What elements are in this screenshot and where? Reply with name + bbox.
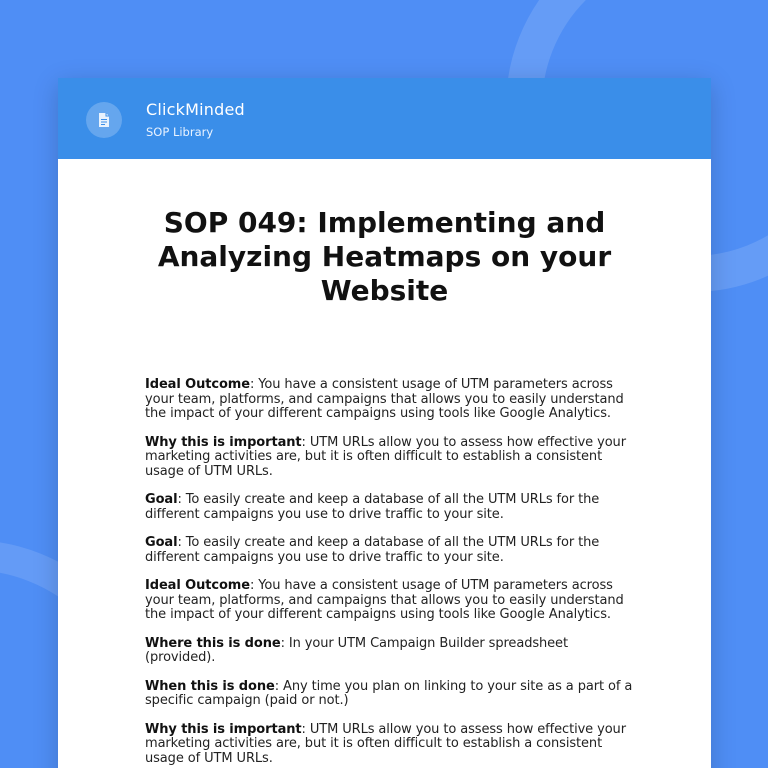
- paragraph: [145, 536, 635, 565]
- paragraph: [145, 378, 635, 422]
- card-header: [58, 78, 711, 159]
- paragraph-label: Why this is important: [145, 434, 302, 450]
- paragraph: [145, 436, 635, 480]
- paragraph: [145, 579, 635, 623]
- paragraph-label: Ideal Outcome: [145, 377, 250, 392]
- document-icon: [86, 102, 122, 138]
- paragraph: [145, 723, 635, 767]
- paragraph-label: Ideal Outcome: [145, 578, 250, 593]
- paragraph-text: : Any time you plan on linking to your site as a part of a specific campaign (paid or not.): [145, 678, 633, 708]
- paragraph: [145, 493, 635, 522]
- document-body: [145, 378, 635, 768]
- library-label: SOP Library: [146, 125, 214, 139]
- paragraph-text: : You have a consistent usage of UTM parameters across your team, platforms, and campaigns that allows you to easily understand the impact of your different campaigns using tools like Google Analytics.: [145, 377, 624, 421]
- paragraph-text: : You have a consistent usage of UTM parameters across your team, platforms, and campaigns that allows you to easily understand the impact of your different campaigns using tools like Google Analytics.: [145, 578, 624, 622]
- paragraph-label: Why this is important: [145, 721, 302, 737]
- paragraph-label: Goal: [145, 492, 178, 507]
- paragraph-text: : UTM URLs allow you to assess how effective your marketing activities are, but it is often difficult to establish a consistent usage of UTM URLs.: [145, 721, 626, 766]
- paragraph: [145, 637, 635, 666]
- paragraph-label: Goal: [145, 535, 178, 550]
- document-card: [58, 78, 711, 768]
- page-title: SOP 049: Implementing and Analyzing Heatmaps on your Website: [157, 206, 612, 307]
- paragraph: [145, 680, 635, 709]
- brand-name: ClickMinded: [146, 100, 245, 119]
- paragraph-text: : UTM URLs allow you to assess how effective your marketing activities are, but it is often difficult to establish a consistent usage of UTM URLs.: [145, 434, 626, 479]
- paragraph-text: : In your UTM Campaign Builder spreadsheet (provided).: [145, 635, 568, 665]
- paragraph-text: : To easily create and keep a database of all the UTM URLs for the different campaigns you use to drive traffic to your site.: [145, 492, 600, 522]
- paragraph-text: : To easily create and keep a database of all the UTM URLs for the different campaigns you use to drive traffic to your site.: [145, 535, 600, 565]
- paragraph-label: Where this is done: [145, 635, 281, 651]
- paragraph-label: When this is done: [145, 678, 275, 694]
